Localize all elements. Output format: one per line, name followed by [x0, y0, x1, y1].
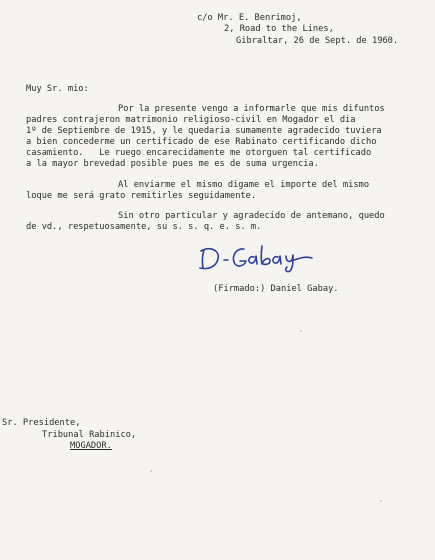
- body-p1-line-5: casamiento. Le ruego encarecidamente me otorguen tal certificado: [26, 148, 372, 158]
- recipient-line-2: Tribunal Rabinico,: [42, 430, 137, 440]
- body-p1-line-2: padres contrajeron matrimonio religioso-civil en Mogador el dia: [26, 115, 356, 125]
- body-p3-line-2: de vd., respetuosamente, su s. s. q. e. s. m.: [26, 222, 262, 232]
- sender-address-line-2: 2, Road to the Lines,: [224, 24, 334, 34]
- body-p2-line-1: Al enviarme el mismo digame el importe del mismo: [118, 180, 370, 190]
- body-p1-line-4: a bien concederme un certificado de ese Rabinato certificando dicho: [26, 137, 377, 147]
- sender-address-line-3: Gibraltar, 26 de Sept. de 1960.: [236, 36, 399, 46]
- body-p1-line-6: a la mayor brevedad posible pues me es de suma urgencia.: [26, 159, 319, 169]
- scan-speck: [380, 500, 382, 502]
- sender-address-line-1: c/o Mr. E. Benrimoj,: [197, 13, 302, 23]
- body-p3-line-1: Sin otro particular y agradecido de antemano, quedo: [118, 211, 385, 221]
- scan-speck: [150, 470, 152, 472]
- scan-speck: [300, 330, 302, 332]
- recipient-line-1: Sr. Presidente,: [2, 418, 81, 428]
- handwritten-signature: [196, 240, 316, 274]
- greeting: Muy Sr. mio:: [26, 84, 89, 94]
- body-p1-line-1: Por la presente vengo a informarle que mis difuntos: [118, 104, 385, 114]
- printed-signature: (Firmado:) Daniel Gabay.: [213, 284, 339, 294]
- body-p1-line-3: 1º de Septiembre de 1915, y le quedaria sumamente agradecido tuviera: [26, 126, 382, 136]
- recipient-line-3: MOGADOR.: [70, 441, 112, 451]
- body-p2-line-2: loque me será grato remitirles seguidamente.: [26, 191, 257, 201]
